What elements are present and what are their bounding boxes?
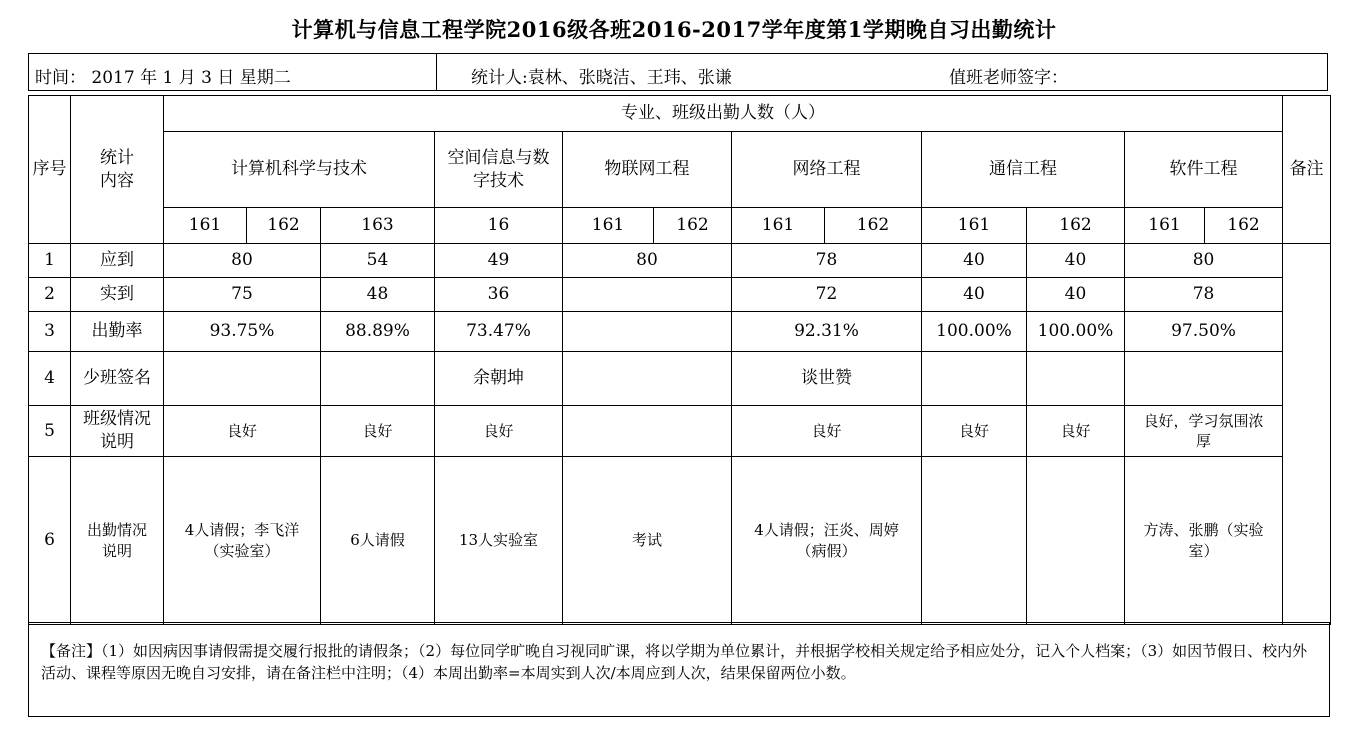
- cell-space: 36: [435, 278, 563, 312]
- cell-net: 92.31%: [732, 312, 922, 352]
- counters-label: 统计人:袁林、张晓洁、王玮、张谦: [471, 68, 732, 88]
- attendance-table: [28, 95, 1331, 625]
- row-label: 少班签名: [71, 352, 164, 406]
- cell-tel-161: 100.00%: [922, 312, 1027, 352]
- row-seq: 3: [29, 312, 71, 352]
- major-space: 空间信息与数字技术: [435, 132, 563, 208]
- cell-tel-162: 100.00%: [1027, 312, 1125, 352]
- row-seq: 1: [29, 244, 71, 278]
- cell-iot: [563, 352, 732, 406]
- cell-space: 良好: [435, 406, 563, 457]
- remarks-cell: [1283, 244, 1331, 625]
- cell-tel-161: [922, 457, 1027, 625]
- row-seq: 5: [29, 406, 71, 457]
- class-header: 162: [1027, 208, 1125, 244]
- cell-space: 73.47%: [435, 312, 563, 352]
- class-header: 161: [563, 208, 654, 244]
- cell-cs-163: 48: [321, 278, 435, 312]
- major-tel: 通信工程: [922, 132, 1125, 208]
- major-soft: 软件工程: [1125, 132, 1283, 208]
- cell-net: 4人请假；汪炎、周婷 （病假）: [732, 457, 922, 625]
- cell-tel-162: [1027, 457, 1125, 625]
- cell-tel-162: 40: [1027, 278, 1125, 312]
- cell-cs-163: 良好: [321, 406, 435, 457]
- cell-net: 78: [732, 244, 922, 278]
- cell-space: 49: [435, 244, 563, 278]
- cell-tel-162: 40: [1027, 244, 1125, 278]
- cell-tel-161: 40: [922, 244, 1027, 278]
- cell-tel-161: 良好: [922, 406, 1027, 457]
- cell-iot: [563, 312, 732, 352]
- cell-soft: 80: [1125, 244, 1283, 278]
- cell-tel-162: [1027, 352, 1125, 406]
- class-header: 161: [732, 208, 825, 244]
- cell-cs-163: 6人请假: [321, 457, 435, 625]
- info-divider: [436, 54, 437, 90]
- cell-net: 良好: [732, 406, 922, 457]
- info-bar: [28, 53, 1328, 91]
- date-label: 时间： 2017 年 1 月 3 日 星期二: [35, 68, 291, 88]
- cell-space: 13人实验室: [435, 457, 563, 625]
- row-label: 出勤率: [71, 312, 164, 352]
- major-net: 网络工程: [732, 132, 922, 208]
- class-header: 162: [247, 208, 321, 244]
- cell-iot: 80: [563, 244, 732, 278]
- class-header: 16: [435, 208, 563, 244]
- row-seq: 4: [29, 352, 71, 406]
- cell-space: 余朝坤: [435, 352, 563, 406]
- class-header: 161: [1125, 208, 1205, 244]
- row-label: 出勤情况 说明: [71, 457, 164, 625]
- cell-iot: 考试: [563, 457, 732, 625]
- cell-cs-161-162: 75: [164, 278, 321, 312]
- class-header: 162: [1205, 208, 1283, 244]
- cell-soft: 78: [1125, 278, 1283, 312]
- cell-soft: 良好，学习氛围浓 厚: [1125, 406, 1283, 457]
- row-label: 实到: [71, 278, 164, 312]
- class-header: 161: [922, 208, 1027, 244]
- cell-cs-161-162: 93.75%: [164, 312, 321, 352]
- cell-tel-161: 40: [922, 278, 1027, 312]
- notes-box: 【备注】（1）如因病因事请假需提交履行报批的请假条；（2）每位同学旷晚自习视同旷课，将以学期为单位累计，并根据学校相关规定给予相应处分，记入个人档案；（3）如因节假日、校内外活动、课程等原因无晚自习安排，请在备注栏中注明；（4）本周出勤率=本周实到人次/本周应到人次，结果保留两位小数。: [28, 622, 1330, 717]
- header-seq: 序号: [29, 96, 71, 244]
- cell-soft: 方涛、张鹏（实验 室）: [1125, 457, 1283, 625]
- cell-cs-161-162: 4人请假；李飞洋 （实验室）: [164, 457, 321, 625]
- row-seq: 6: [29, 457, 71, 625]
- cell-net: 谈世赞: [732, 352, 922, 406]
- header-remarks: 备注: [1283, 96, 1331, 244]
- cell-soft: 97.50%: [1125, 312, 1283, 352]
- cell-cs-161-162: 80: [164, 244, 321, 278]
- class-header: 162: [825, 208, 922, 244]
- cell-cs-163: [321, 352, 435, 406]
- cell-cs-163: 88.89%: [321, 312, 435, 352]
- page-title: 计算机与信息工程学院2016级各班2016-2017学年度第1学期晚自习出勤统计: [291, 17, 1057, 42]
- cell-tel-162: 良好: [1027, 406, 1125, 457]
- header-content: 统计 内容: [71, 96, 164, 244]
- row-label: 应到: [71, 244, 164, 278]
- header-group: 专业、班级出勤人数（人）: [164, 96, 1283, 132]
- row-label: 班级情况 说明: [71, 406, 164, 457]
- cell-soft: [1125, 352, 1283, 406]
- row-seq: 2: [29, 278, 71, 312]
- cell-cs-163: 54: [321, 244, 435, 278]
- cell-cs-161-162: 良好: [164, 406, 321, 457]
- cell-tel-161: [922, 352, 1027, 406]
- class-header: 161: [164, 208, 247, 244]
- cell-iot: [563, 278, 732, 312]
- teacher-sign-label: 值班老师签字：: [949, 68, 1068, 88]
- cell-iot: [563, 406, 732, 457]
- major-cs: 计算机科学与技术: [164, 132, 435, 208]
- class-header: 162: [654, 208, 732, 244]
- class-header: 163: [321, 208, 435, 244]
- cell-cs-161-162: [164, 352, 321, 406]
- major-iot: 物联网工程: [563, 132, 732, 208]
- cell-net: 72: [732, 278, 922, 312]
